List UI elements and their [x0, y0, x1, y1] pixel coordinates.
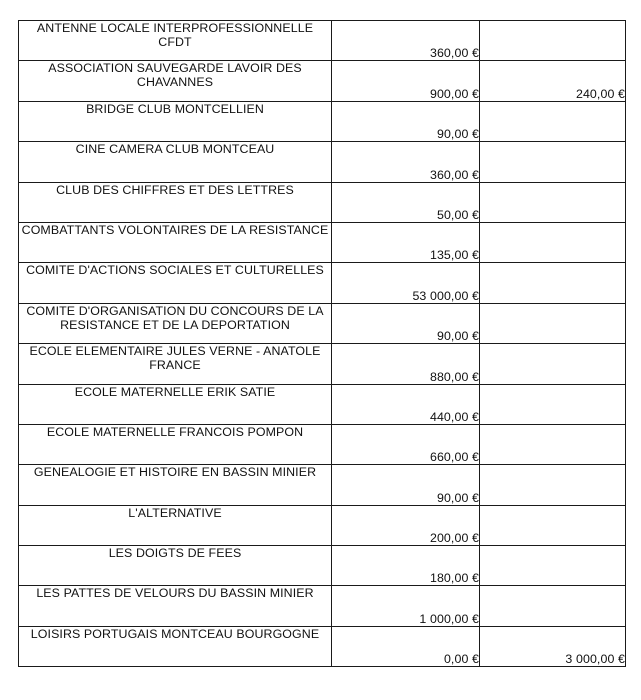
- association-name: LES PATTES DE VELOURS DU BASSIN MINIER: [19, 586, 332, 626]
- table-row: [19, 626, 626, 666]
- amount-cell: 90,00 €: [332, 303, 480, 343]
- extra-amount-cell: [480, 101, 626, 141]
- table-row: [19, 21, 626, 61]
- association-name: CLUB DES CHIFFRES ET DES LETTRES: [19, 182, 332, 222]
- association-name: COMBATTANTS VOLONTAIRES DE LA RESISTANCE: [19, 222, 332, 262]
- association-name: COMITE D'ACTIONS SOCIALES ET CULTURELLES: [19, 263, 332, 303]
- association-name: ASSOCIATION SAUVEGARDE LAVOIR DES CHAVANNES: [19, 61, 332, 101]
- amount-cell: 0,00 €: [332, 626, 480, 666]
- amount-cell: 900,00 €: [332, 61, 480, 101]
- association-name: LOISIRS PORTUGAIS MONTCEAU BOURGOGNE: [19, 626, 332, 666]
- amount-cell: 135,00 €: [332, 222, 480, 262]
- amount-cell: 50,00 €: [332, 182, 480, 222]
- table-row: [19, 263, 626, 303]
- table-row: [19, 546, 626, 586]
- extra-amount-cell: [480, 182, 626, 222]
- table-row: [19, 384, 626, 424]
- extra-amount-cell: [480, 424, 626, 464]
- amount-cell: 360,00 €: [332, 21, 480, 61]
- extra-amount-cell: 240,00 €: [480, 61, 626, 101]
- amount-cell: 180,00 €: [332, 546, 480, 586]
- amount-cell: 200,00 €: [332, 505, 480, 545]
- association-name: ECOLE MATERNELLE ERIK SATIE: [19, 384, 332, 424]
- association-name: LES DOIGTS DE FEES: [19, 546, 332, 586]
- extra-amount-cell: 3 000,00 €: [480, 626, 626, 666]
- table-row: [19, 586, 626, 626]
- amount-cell: 53 000,00 €: [332, 263, 480, 303]
- association-name: ANTENNE LOCALE INTERPROFESSIONNELLE CFDT: [19, 21, 332, 61]
- extra-amount-cell: [480, 222, 626, 262]
- table-row: [19, 424, 626, 464]
- amount-cell: 90,00 €: [332, 101, 480, 141]
- table-row: [19, 101, 626, 141]
- table-row: [19, 303, 626, 343]
- association-name: L'ALTERNATIVE: [19, 505, 332, 545]
- association-name: COMITE D'ORGANISATION DU CONCOURS DE LA RESISTANCE ET DE LA DEPORTATION: [19, 303, 332, 343]
- table-row: [19, 61, 626, 101]
- extra-amount-cell: [480, 142, 626, 182]
- amount-cell: 90,00 €: [332, 465, 480, 505]
- extra-amount-cell: [480, 546, 626, 586]
- association-name: CINE CAMERA CLUB MONTCEAU: [19, 142, 332, 182]
- association-name: ECOLE MATERNELLE FRANCOIS POMPON: [19, 424, 332, 464]
- extra-amount-cell: [480, 465, 626, 505]
- amount-cell: 360,00 €: [332, 142, 480, 182]
- extra-amount-cell: [480, 21, 626, 61]
- amount-cell: 880,00 €: [332, 344, 480, 384]
- table-row: [19, 182, 626, 222]
- association-name: ECOLE ELEMENTAIRE JULES VERNE - ANATOLE FRANCE: [19, 344, 332, 384]
- table-row: [19, 344, 626, 384]
- extra-amount-cell: [480, 303, 626, 343]
- association-name: GENEALOGIE ET HISTOIRE EN BASSIN MINIER: [19, 465, 332, 505]
- association-name: BRIDGE CLUB MONTCELLIEN: [19, 101, 332, 141]
- extra-amount-cell: [480, 344, 626, 384]
- amount-cell: 440,00 €: [332, 384, 480, 424]
- extra-amount-cell: [480, 263, 626, 303]
- table-row: [19, 222, 626, 262]
- extra-amount-cell: [480, 586, 626, 626]
- extra-amount-cell: [480, 384, 626, 424]
- amount-cell: 660,00 €: [332, 424, 480, 464]
- table-row: [19, 505, 626, 545]
- table-row: [19, 142, 626, 182]
- extra-amount-cell: [480, 505, 626, 545]
- subsidy-table: [18, 20, 626, 667]
- table-row: [19, 465, 626, 505]
- amount-cell: 1 000,00 €: [332, 586, 480, 626]
